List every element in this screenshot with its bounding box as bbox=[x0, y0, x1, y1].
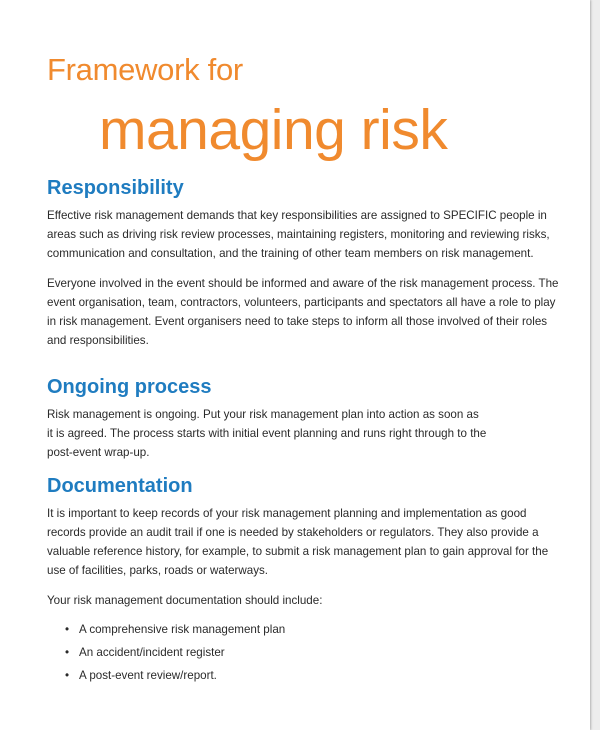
title-line-2: managing risk bbox=[99, 98, 448, 162]
documentation-bullet-list bbox=[65, 618, 567, 687]
section-responsibility bbox=[47, 176, 567, 350]
responsibility-paragraph-2: Everyone involved in the event should be informed and aware of the risk management process. The event organisation, team, contractors, volunteers, participants and spectators all have a role to play in risk management. Event organisers need to take steps to inform all those involved of their roles and responsibilities. bbox=[47, 277, 559, 347]
bullet-dot-icon: • bbox=[65, 646, 70, 659]
bullet-dot-icon: • bbox=[65, 623, 70, 636]
bullet-item bbox=[65, 664, 567, 687]
title-line-1: Framework for bbox=[47, 52, 243, 87]
bullet-text: An accident/incident register bbox=[79, 646, 225, 659]
documentation-paragraph-1: It is important to keep records of your risk management planning and implementation as good records provide an audit trail if one is needed by stakeholders or regulators. They also provide a valuable reference history, for example, to submit a risk management plan to gain approval for the use of facilities, parks, roads or waterways. bbox=[47, 507, 549, 577]
documentation-paragraph-2: Your risk management documentation should include: bbox=[47, 594, 323, 607]
bullet-text: A comprehensive risk management plan bbox=[79, 623, 286, 636]
responsibility-paragraph-1: Effective risk management demands that key responsibilities are assigned to SPECIFIC people in areas such as driving risk review processes, maintaining registers, monitoring and reviewing risks, communication and consultation, and the training of other team members on risk management. bbox=[47, 209, 550, 260]
bullet-dot-icon: • bbox=[65, 669, 70, 682]
bullet-item bbox=[65, 641, 567, 664]
ongoing-paragraph-1: Risk management is ongoing. Put your risk management plan into action as soon as it is agreed. The process starts with initial event planning and runs right through to the post-event wrap-up. bbox=[47, 408, 487, 459]
heading-responsibility: Responsibility bbox=[47, 177, 184, 199]
bullet-item bbox=[65, 618, 567, 641]
section-ongoing-process bbox=[47, 375, 567, 462]
heading-documentation: Documentation bbox=[47, 475, 193, 497]
bullet-text: A post-event review/report. bbox=[79, 669, 217, 682]
section-documentation bbox=[47, 474, 567, 687]
heading-ongoing-process: Ongoing process bbox=[47, 376, 212, 398]
